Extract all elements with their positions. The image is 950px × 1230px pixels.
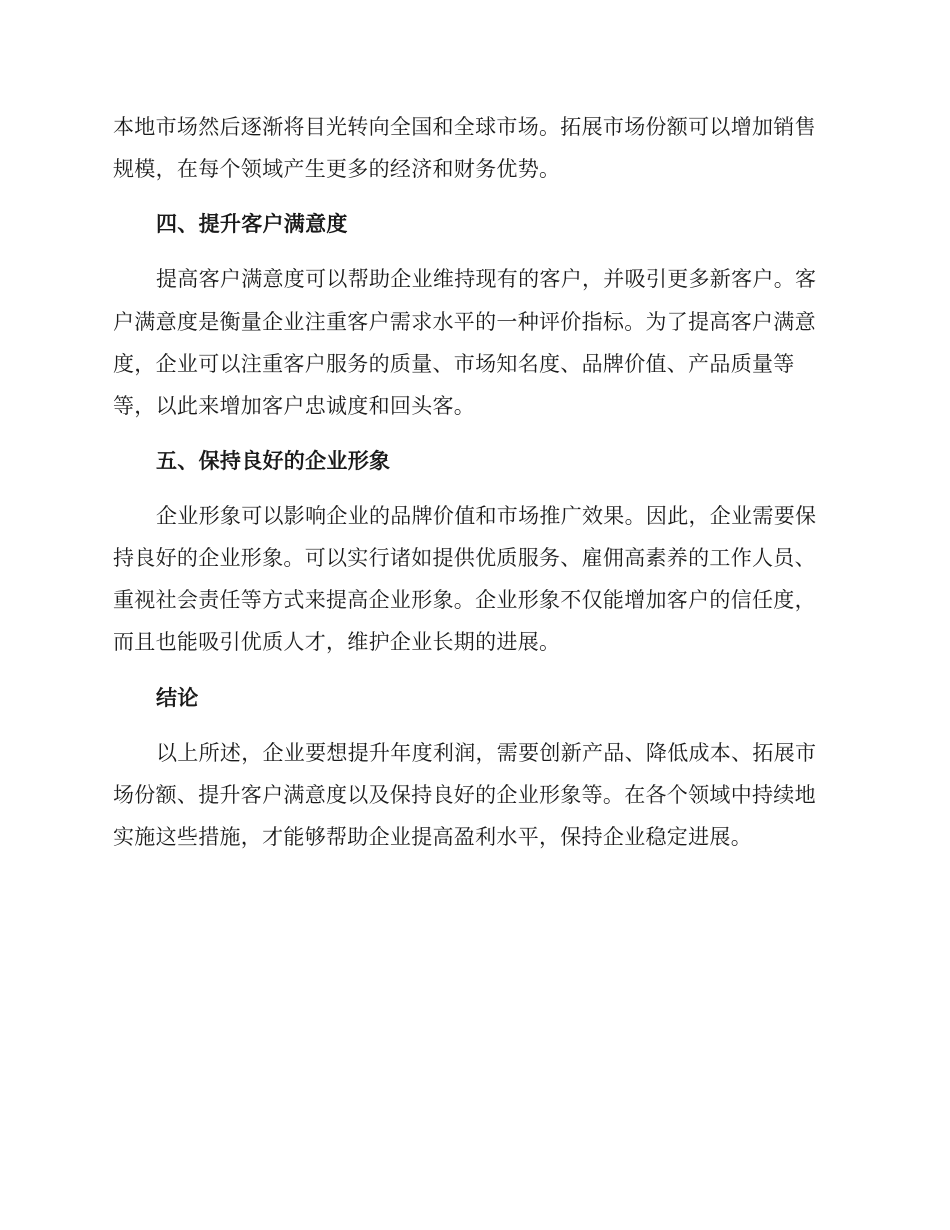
section-heading: 五、保持良好的企业形象 (156, 448, 391, 473)
paragraph-line: 实施这些措施，才能够帮助企业提高盈利水平，保持企业稳定进展。 (113, 825, 752, 849)
paragraph-line: 等，以此来增加客户忠诚度和回头客。 (113, 394, 476, 418)
paragraph-line: 重视社会责任等方式来提高企业形象。企业形象不仅能增加客户的信任度， (113, 588, 816, 612)
paragraph-line: 户满意度是衡量企业注重客户需求水平的一种评价指标。为了提高客户满意 (113, 310, 816, 334)
paragraph-line: 以上所述，企业要想提升年度利润，需要创新产品、降低成本、拓展市 (156, 741, 817, 765)
paragraph-line: 持良好的企业形象。可以实行诸如提供优质服务、雇佣高素养的工作人员、 (113, 546, 816, 570)
paragraph-line: 规模，在每个领域产生更多的经济和财务优势。 (113, 157, 561, 181)
section-heading: 四、提升客户满意度 (156, 211, 348, 236)
paragraph-line: 而且也能吸引优质人才，维护企业长期的进展。 (113, 630, 561, 654)
paragraph-line: 企业形象可以影响企业的品牌价值和市场推广效果。因此，企业需要保 (156, 504, 817, 528)
section-heading: 结论 (156, 685, 199, 710)
paragraph-line: 场份额、提升客户满意度以及保持良好的企业形象等。在各个领域中持续地 (113, 783, 816, 807)
paragraph-line: 本地市场然后逐渐将目光转向全国和全球市场。拓展市场份额可以增加销售 (113, 115, 816, 139)
paragraph-line: 度，企业可以注重客户服务的质量、市场知名度、品牌价值、产品质量等 (113, 352, 795, 376)
paragraph-line: 提高客户满意度可以帮助企业维持现有的客户，并吸引更多新客户。客 (156, 267, 817, 291)
